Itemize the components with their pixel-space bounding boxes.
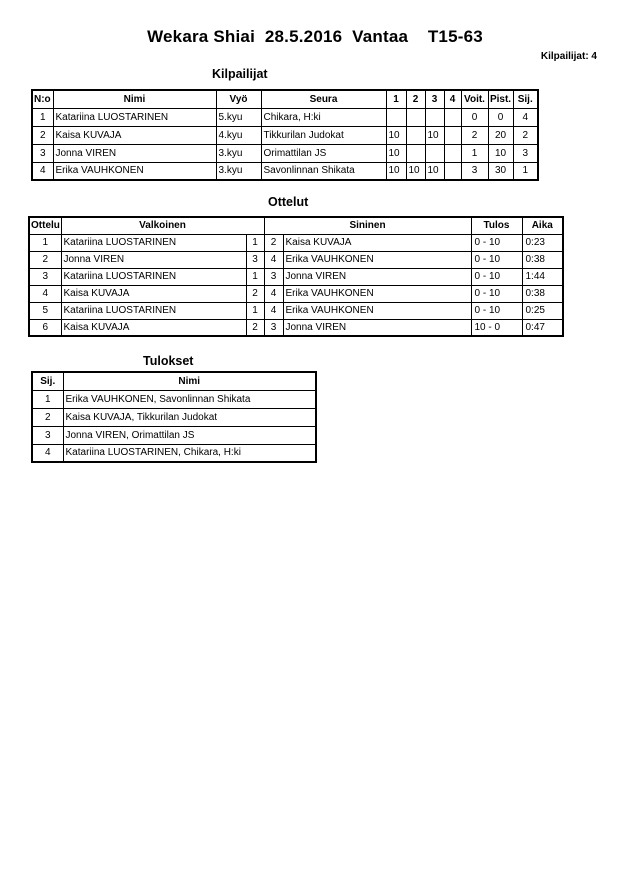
header-valkoinen: Valkoinen <box>61 217 264 234</box>
cell-pist: 20 <box>488 126 513 144</box>
cell-pist: 30 <box>488 162 513 180</box>
cell-nimi: Jonna VIREN, Orimattilan JS <box>63 426 316 444</box>
cell-blue-name: Jonna VIREN <box>283 319 471 336</box>
cell-voit: 3 <box>461 162 488 180</box>
match-row <box>29 234 563 251</box>
cell-white-num: 2 <box>246 319 264 336</box>
cell-no: 4 <box>32 162 53 180</box>
cell-white-num: 1 <box>246 302 264 319</box>
cell-sij: 3 <box>513 144 538 162</box>
cell-score-4 <box>444 144 461 162</box>
cell-nimi: Erika VAUHKONEN, Savonlinnan Shikata <box>63 390 316 408</box>
cell-white-num: 1 <box>246 268 264 285</box>
cell-voit: 2 <box>461 126 488 144</box>
header-sij: Sij. <box>32 372 63 390</box>
table-row <box>32 126 538 144</box>
match-row <box>29 251 563 268</box>
cell-aika: 0:38 <box>522 251 563 268</box>
cell-pist: 10 <box>488 144 513 162</box>
cell-aika: 0:38 <box>522 285 563 302</box>
header-seura: Seura <box>261 90 386 108</box>
section-title-tulokset: Tulokset <box>143 354 194 368</box>
cell-blue-num: 4 <box>264 302 283 319</box>
cell-sij: 2 <box>32 408 63 426</box>
header-round-2: 2 <box>406 90 425 108</box>
header-aika: Aika <box>522 217 563 234</box>
cell-seura: Orimattilan JS <box>261 144 386 162</box>
cell-blue-name: Kaisa KUVAJA <box>283 234 471 251</box>
match-row <box>29 285 563 302</box>
cell-sij: 3 <box>32 426 63 444</box>
cell-tulos: 0 - 10 <box>471 251 522 268</box>
cell-match-no: 6 <box>29 319 61 336</box>
competitors-count: Kilpailijat: 4 <box>540 51 597 62</box>
cell-nimi: Kaisa KUVAJA <box>53 126 216 144</box>
cell-blue-name: Erika VAUHKONEN <box>283 251 471 268</box>
cell-aika: 1:44 <box>522 268 563 285</box>
result-row <box>32 408 316 426</box>
cell-no: 1 <box>32 108 53 126</box>
cell-blue-num: 2 <box>264 234 283 251</box>
header-round-4: 4 <box>444 90 461 108</box>
cell-white-name: Jonna VIREN <box>61 251 246 268</box>
cell-score-3: 10 <box>425 126 444 144</box>
match-row <box>29 319 563 336</box>
cell-vyo: 4.kyu <box>216 126 261 144</box>
cell-sij: 4 <box>32 444 63 462</box>
cell-aika: 0:23 <box>522 234 563 251</box>
cell-nimi: Katariina LUOSTARINEN, Chikara, H:ki <box>63 444 316 462</box>
cell-white-name: Katariina LUOSTARINEN <box>61 234 246 251</box>
cell-sij: 1 <box>32 390 63 408</box>
cell-tulos: 0 - 10 <box>471 268 522 285</box>
cell-score-1 <box>386 108 406 126</box>
cell-white-num: 1 <box>246 234 264 251</box>
cell-vyo: 3.kyu <box>216 162 261 180</box>
kilpailijat-header-row <box>32 90 538 108</box>
header-vyo: Vyö <box>216 90 261 108</box>
tulokset-header-row <box>32 372 316 390</box>
cell-score-3: 10 <box>425 162 444 180</box>
header-sininen: Sininen <box>264 217 471 234</box>
header-pist: Pist. <box>488 90 513 108</box>
cell-voit: 0 <box>461 108 488 126</box>
cell-nimi: Jonna VIREN <box>53 144 216 162</box>
header-round-1: 1 <box>386 90 406 108</box>
cell-score-3 <box>425 144 444 162</box>
section-title-ottelut: Ottelut <box>268 195 309 209</box>
cell-score-1: 10 <box>386 144 406 162</box>
cell-white-name: Kaisa KUVAJA <box>61 285 246 302</box>
cell-score-2 <box>406 144 425 162</box>
cell-white-name: Katariina LUOSTARINEN <box>61 268 246 285</box>
header-nimi: Nimi <box>53 90 216 108</box>
cell-aika: 0:47 <box>522 319 563 336</box>
cell-pist: 0 <box>488 108 513 126</box>
ottelut-table <box>28 216 564 337</box>
cell-tulos: 0 - 10 <box>471 302 522 319</box>
cell-tulos: 0 - 10 <box>471 234 522 251</box>
tulokset-table <box>31 371 317 463</box>
cell-score-4 <box>444 126 461 144</box>
cell-white-name: Kaisa KUVAJA <box>61 319 246 336</box>
header-sij: Sij. <box>513 90 538 108</box>
cell-sij: 4 <box>513 108 538 126</box>
cell-white-name: Katariina LUOSTARINEN <box>61 302 246 319</box>
cell-score-1: 10 <box>386 126 406 144</box>
cell-score-4 <box>444 108 461 126</box>
cell-match-no: 4 <box>29 285 61 302</box>
result-row <box>32 444 316 462</box>
cell-blue-num: 4 <box>264 285 283 302</box>
cell-match-no: 2 <box>29 251 61 268</box>
cell-no: 2 <box>32 126 53 144</box>
ottelut-header-row <box>29 217 563 234</box>
cell-blue-num: 4 <box>264 251 283 268</box>
section-title-kilpailijat: Kilpailijat <box>212 67 268 81</box>
cell-nimi: Erika VAUHKONEN <box>53 162 216 180</box>
cell-white-num: 2 <box>246 285 264 302</box>
cell-score-3 <box>425 108 444 126</box>
header-voit: Voit. <box>461 90 488 108</box>
cell-blue-name: Jonna VIREN <box>283 268 471 285</box>
cell-white-num: 3 <box>246 251 264 268</box>
page-title: Wekara Shiai 28.5.2016 Vantaa T15-63 <box>147 27 483 46</box>
header-ottelu: Ottelu <box>29 217 61 234</box>
cell-seura: Chikara, H:ki <box>261 108 386 126</box>
cell-blue-name: Erika VAUHKONEN <box>283 302 471 319</box>
cell-match-no: 1 <box>29 234 61 251</box>
header-round-3: 3 <box>425 90 444 108</box>
cell-sij: 2 <box>513 126 538 144</box>
match-row <box>29 268 563 285</box>
table-row <box>32 108 538 126</box>
cell-blue-name: Erika VAUHKONEN <box>283 285 471 302</box>
cell-sij: 1 <box>513 162 538 180</box>
cell-seura: Savonlinnan Shikata <box>261 162 386 180</box>
cell-score-2 <box>406 108 425 126</box>
cell-no: 3 <box>32 144 53 162</box>
table-row <box>32 144 538 162</box>
cell-vyo: 5.kyu <box>216 108 261 126</box>
result-row <box>32 426 316 444</box>
cell-blue-num: 3 <box>264 319 283 336</box>
cell-tulos: 0 - 10 <box>471 285 522 302</box>
cell-score-1: 10 <box>386 162 406 180</box>
cell-score-4 <box>444 162 461 180</box>
cell-vyo: 3.kyu <box>216 144 261 162</box>
cell-match-no: 3 <box>29 268 61 285</box>
cell-match-no: 5 <box>29 302 61 319</box>
header-no: N:o <box>32 90 53 108</box>
cell-blue-num: 3 <box>264 268 283 285</box>
result-row <box>32 390 316 408</box>
cell-tulos: 10 - 0 <box>471 319 522 336</box>
cell-voit: 1 <box>461 144 488 162</box>
match-row <box>29 302 563 319</box>
cell-nimi: Kaisa KUVAJA, Tikkurilan Judokat <box>63 408 316 426</box>
cell-aika: 0:25 <box>522 302 563 319</box>
cell-score-2 <box>406 126 425 144</box>
cell-seura: Tikkurilan Judokat <box>261 126 386 144</box>
cell-score-2: 10 <box>406 162 425 180</box>
header-tulos: Tulos <box>471 217 522 234</box>
cell-nimi: Katariina LUOSTARINEN <box>53 108 216 126</box>
kilpailijat-table <box>31 89 539 181</box>
table-row <box>32 162 538 180</box>
header-nimi: Nimi <box>63 372 316 390</box>
